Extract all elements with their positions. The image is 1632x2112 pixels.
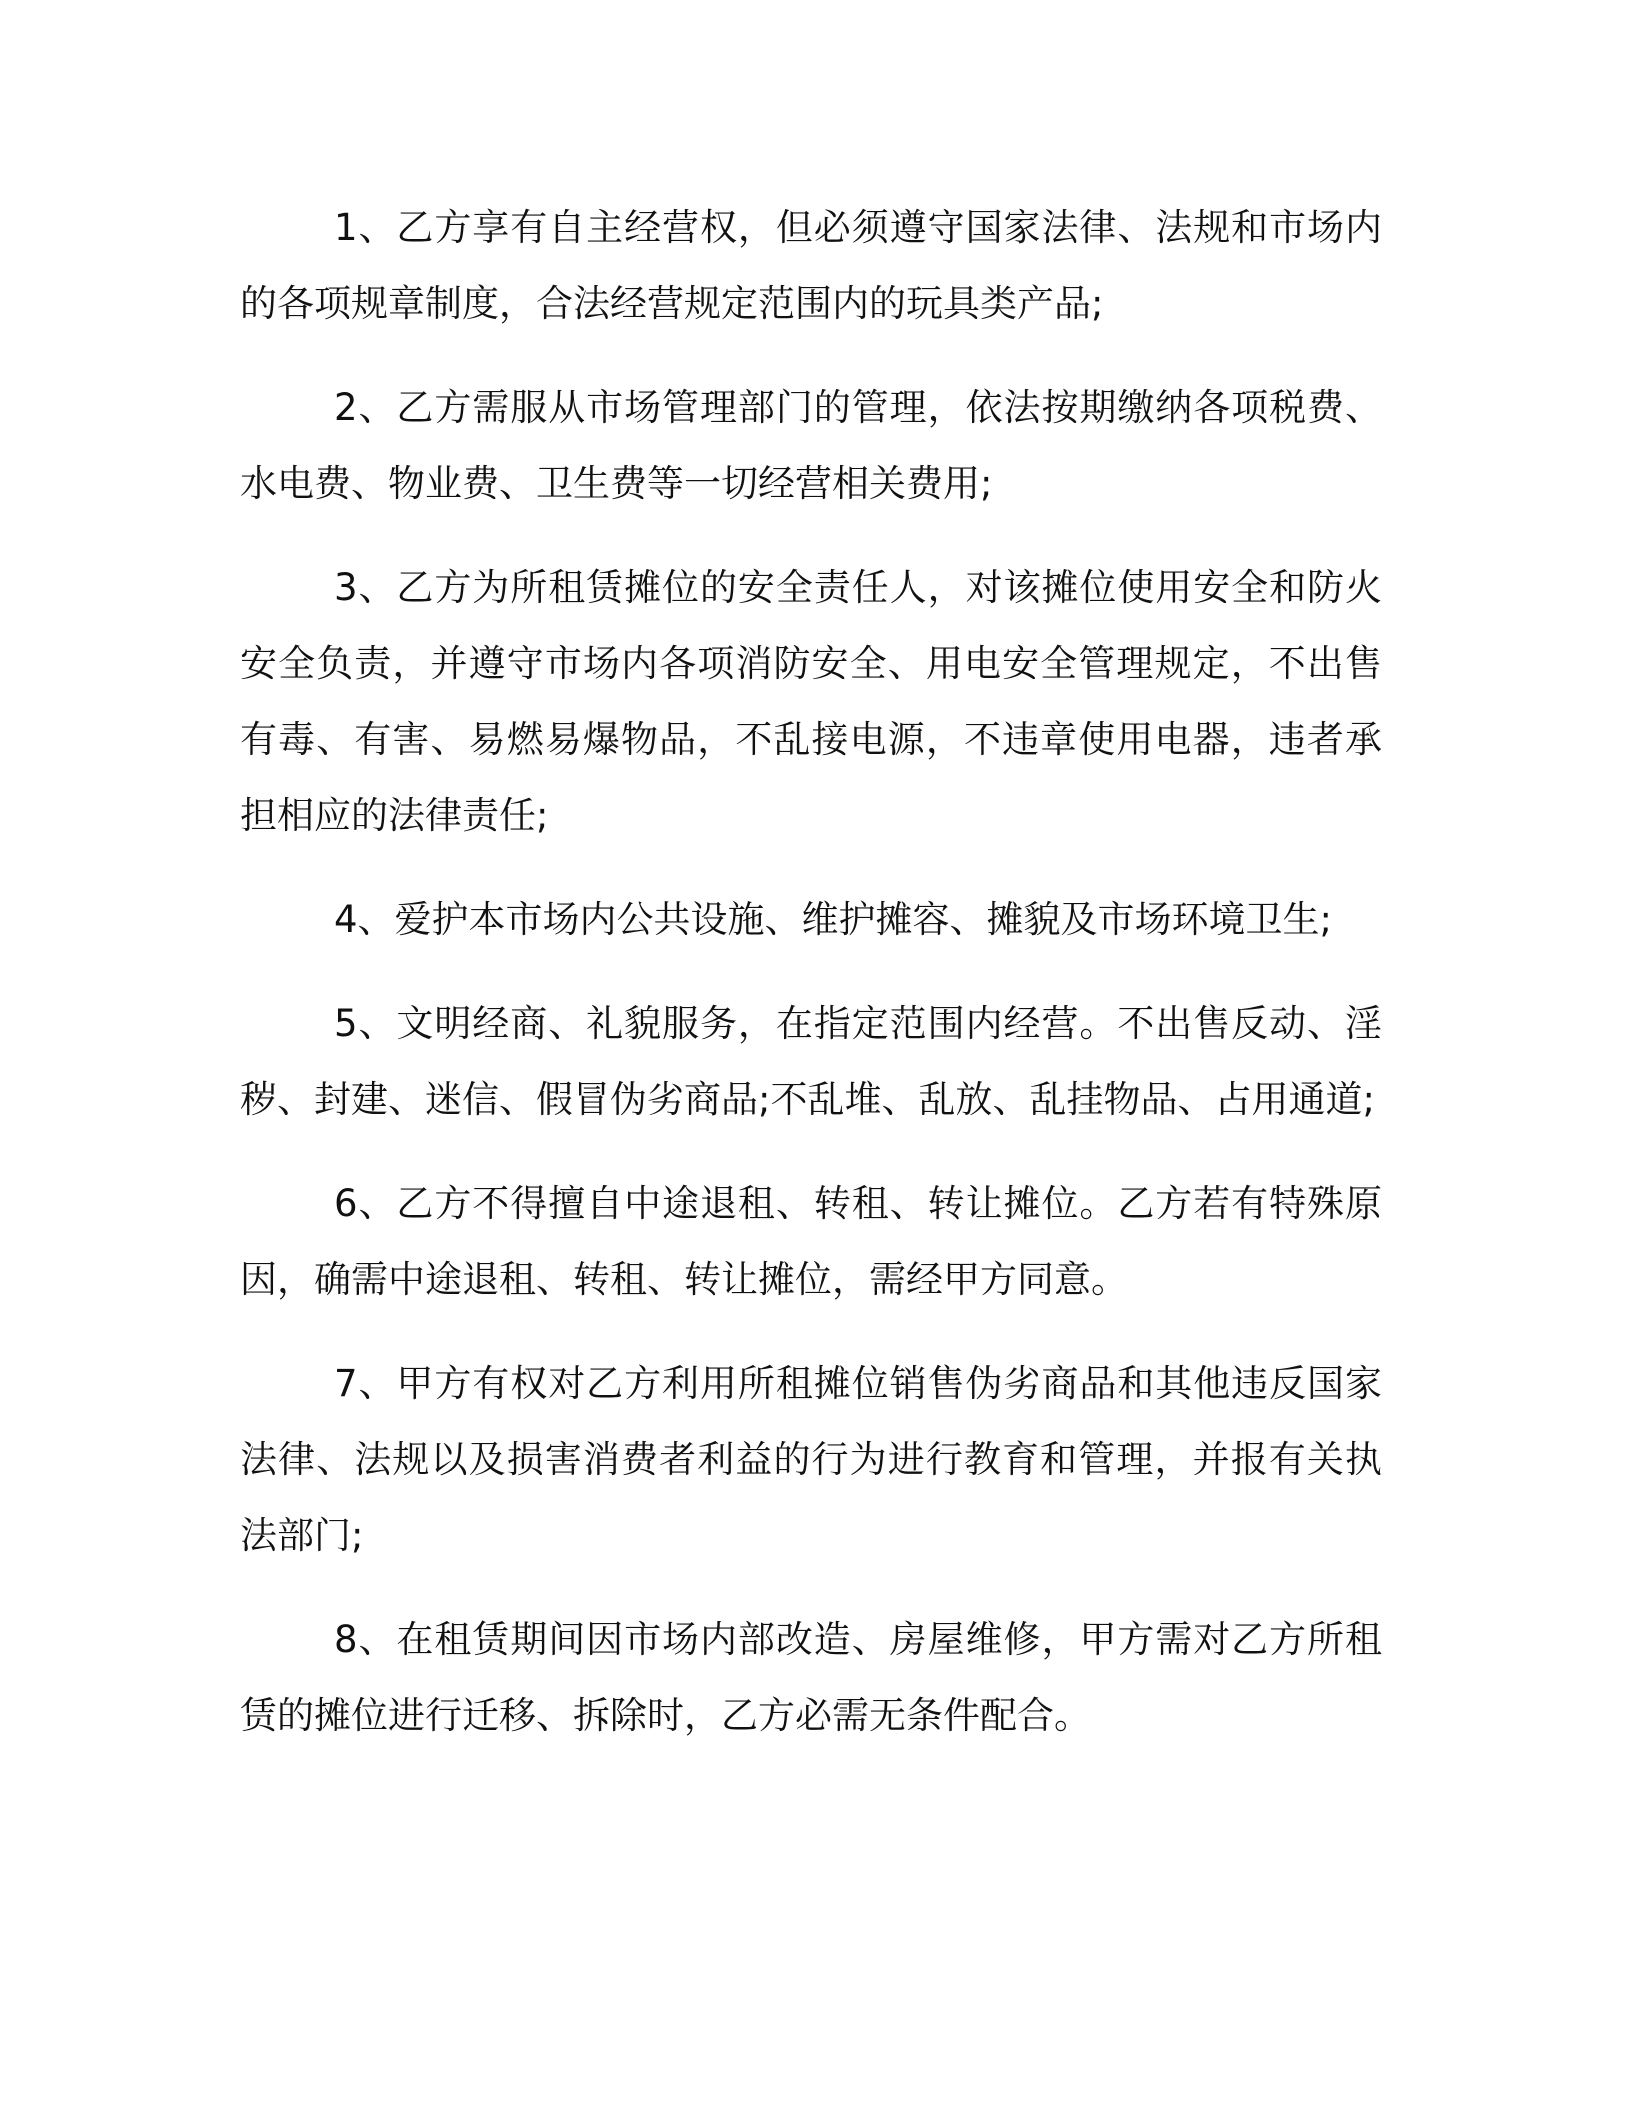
clause-6: 6、乙方不得擅自中途退租、转租、转让摊位。乙方若有特殊原因，确需中途退租、转租、转让摊位，需经甲方同意。 xyxy=(240,1182,1382,1301)
clause-1: 1、乙方享有自主经营权，但必须遵守国家法律、法规和市场内的各项规章制度，合法经营规定范围内的玩具类产品; xyxy=(240,206,1382,325)
clause-7: 7、甲方有权对乙方利用所租摊位销售伪劣商品和其他违反国家法律、法规以及损害消费者利益的行为进行教育和管理，并报有关执法部门; xyxy=(240,1362,1382,1557)
clause-5: 5、文明经商、礼貌服务，在指定范围内经营。不出售反动、淫秽、封建、迷信、假冒伪劣商品;不乱堆、乱放、乱挂物品、占用通道; xyxy=(240,1002,1382,1121)
clause-2: 2、乙方需服从市场管理部门的管理，依法按期缴纳各项税费、水电费、物业费、卫生费等一切经营相关费用; xyxy=(240,386,1382,505)
clause-3: 3、乙方为所租赁摊位的安全责任人，对该摊位使用安全和防火安全负责，并遵守市场内各项消防安全、用电安全管理规定，不出售有毒、有害、易燃易爆物品，不乱接电源，不违章使用电器，违者承担相应的法律责任; xyxy=(240,566,1382,837)
clause-8: 8、在租赁期间因市场内部改造、房屋维修，甲方需对乙方所租赁的摊位进行迁移、拆除时，乙方必需无条件配合。 xyxy=(240,1618,1382,1737)
contract-clauses xyxy=(240,190,1382,1782)
clause-4: 4、爱护本市场内公共设施、维护摊容、摊貌及市场环境卫生; xyxy=(334,898,1333,941)
